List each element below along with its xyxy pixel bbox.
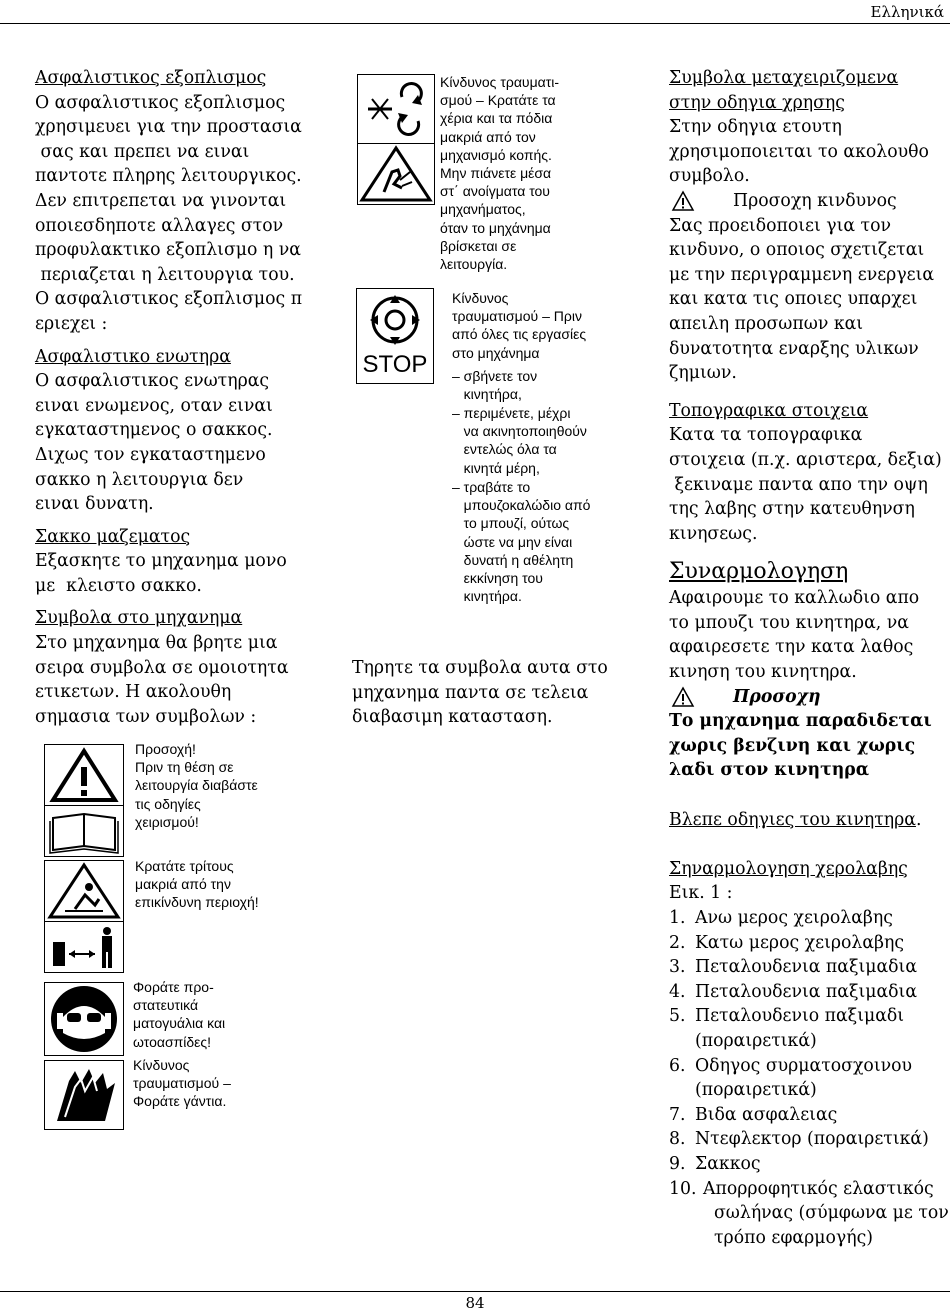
parts-item-number: 3. xyxy=(669,957,686,978)
parts-item-text: Πεταλουδενιο παξιμαδι (πoραιρετικά) xyxy=(695,1006,905,1051)
assembly-heading: Συναρμολογηση xyxy=(669,559,849,585)
parts-item-number: 5. xyxy=(669,1006,686,1027)
safety-switch-heading: Ασφαλιστικο ενωτηρα xyxy=(35,346,231,367)
thrown-objects-icon xyxy=(45,861,123,921)
parts-item-number: 7. xyxy=(669,1104,686,1125)
caution-text: Το μηχανημα παραδιδεται χωρις βενζινη και χωρις λαδι στον κινητηρα xyxy=(669,711,932,781)
symbol-stop-item-2: – περιμένετε, μέχρι να ακινητοποιηθούν εντελώς όλα τα κινητά μέρη, xyxy=(452,405,587,476)
machine-symbols-text: Στο μηχανημα θα βρητε μια σειρα συμβολα σε ομοιοτητα ετικετων. Η ακολουθη σημασια των συμβολων : xyxy=(35,633,289,727)
caution-triangle-icon xyxy=(671,686,695,708)
orientation-text: Κατα τα τοπογραφικα στοιχεια (π.χ. αριστερα, δεξια) ξεκιναμε παντα απο την οψη της λαβης στην κατευθηνση κινησεως. xyxy=(669,425,942,544)
danger-notice xyxy=(669,189,947,214)
parts-item-number: 1. xyxy=(669,908,686,928)
parts-item-text: Ντεφλεκτορ (πoραιρετικά) xyxy=(695,1129,929,1150)
danger-text: Σας προειδοποιει για τον κινδυνο, ο οποιος σχετιζεται με την περιγραμμενη ενεργεια και κατα τις οποιες υπαρχει απειλη προσωπων και δυνατοτητα εναρξης υλικων ζημιων. xyxy=(669,215,935,384)
parts-list-item xyxy=(669,1177,947,1251)
grass-bag-heading: Σακκο μαζεματος xyxy=(35,526,191,547)
parts-list-item xyxy=(669,1004,947,1053)
cutting-blade-symbol xyxy=(357,74,435,144)
parts-list xyxy=(669,906,947,1250)
stop-engine-symbol xyxy=(356,288,434,384)
parts-list-item xyxy=(669,906,947,931)
page-number: 84 xyxy=(465,1294,485,1312)
symbol-read-manual-text: Προσοχή! Πριν τη θέση σε λειτουργία διαβάστε τις οδηγίες χειρισμού! xyxy=(135,741,258,830)
engine-instructions-link[interactable]: Βλεπε οδηγιες του κινητηρα xyxy=(669,809,916,830)
stop-label: STOP xyxy=(362,351,428,378)
warning-triangle-symbol xyxy=(44,744,124,806)
engine-instructions-dot: . xyxy=(915,809,922,830)
gloves-icon xyxy=(45,1061,123,1129)
warning-triangle-icon xyxy=(45,745,123,805)
parts-item-text: Σακκος xyxy=(695,1153,761,1174)
grass-bag-text: Εξασκητε το μηχανημα μονο με κλειστο σακκο. xyxy=(35,551,287,596)
parts-item-text: Απορροφητικός ελαστικός σωλήνας (σύμφωνα με τον τρόπο εφαρμογής) xyxy=(703,1178,949,1248)
parts-list-item xyxy=(669,1127,947,1152)
parts-item-text: Πεταλουδενια παξιμαδια xyxy=(695,981,917,1002)
manual-symbols-text: Στην οδηγια ετουτη χρησιμοποιειται το ακολουθο συμβολο. xyxy=(669,117,929,187)
parts-item-number: 4. xyxy=(669,981,686,1002)
caution-label: Προσοχη xyxy=(733,686,821,707)
page-header xyxy=(0,0,950,24)
left-column xyxy=(35,66,335,729)
parts-list-item xyxy=(669,955,947,980)
goggles-earmuffs-icon xyxy=(45,983,123,1055)
symbol-blade-danger-text: Κίνδυνος τραυματι- σμού – Κρατάτε τα χέρια και τα πόδια μακριά από τον μηχανισμό κοπής. Μην πιάνετε μέσα στ΄ ανοίγματα του μηχανήματος, όταν το μηχάνημα βρίσκεται σε λειτουργία. xyxy=(440,74,560,273)
safety-equipment-text: Ο ασφαλιστικος εξοπλισμος χρησιμευει για την προστασια σας και πρεπει να ειναι παντοτε πληρης λειτουργικος. Δεν επιτρεπεται να γινονται οποιεσδηποτε αλλαγες στον προφυλακτικο εξοπλισμο η να περιαζεται η λειτουργια του. Ο ασφαλιστικος εξοπλισμος π εριεχει : xyxy=(35,92,303,334)
manual-book-symbol xyxy=(44,805,124,857)
symbol-stop-intro-text: Κίνδυνος τραυματισμού – Πριν από όλες τις εργασίες στο μηχάνημα xyxy=(452,290,587,361)
keep-away-symbol xyxy=(44,860,124,922)
stop-blade-icon xyxy=(357,289,433,351)
safety-switch-text: Ο ασφαλιστικος ενωτηρας ειναι ενωμενος, οταν ειναι εγκαταστημενος ο σακκος. Διχως τον εγκαταστημενο σακκο η λειτουργια δεν ειναι δυνατη. xyxy=(35,371,273,515)
assembly-text: Αφαιρουμε το καλλωδιο απο το μπουζι του κινητηρα, να αφαιρεσετε την κατα λαθος κινηση του κινητηρα. xyxy=(669,588,920,683)
parts-item-number: 9. xyxy=(669,1153,686,1174)
distance-symbol xyxy=(44,921,124,973)
open-book-icon xyxy=(45,806,123,856)
handle-assembly-heading: Σηναρμολογηση χερολαβης xyxy=(669,858,908,879)
blade-rotation-icon xyxy=(358,75,434,143)
orientation-heading: Τοπογραφικα στοιχεια xyxy=(669,400,869,421)
parts-item-text: Ανω μερος χειρολαβης xyxy=(695,908,893,928)
symbol-keep-away-text: Κρατάτε τρίτους μακριά από την επικίνδυνη περιοχή! xyxy=(135,858,259,911)
right-column xyxy=(669,66,947,1250)
parts-item-number: 2. xyxy=(669,932,686,953)
symbol-gloves-text: Κίνδυνος τραυματισμού – Φοράτε γάντια. xyxy=(133,1057,231,1110)
symbol-protection-text: Φοράτε προ- στατευτικά ματογυάλια και ωτοασπίδες! xyxy=(133,979,226,1050)
gloves-symbol xyxy=(44,1060,124,1130)
danger-label: Προσοχη κινδυνος xyxy=(733,190,897,211)
figure-reference: Εικ. 1 : xyxy=(669,883,733,904)
parts-item-text: Κατω μερος χειρολαβης xyxy=(695,932,905,953)
parts-list-item xyxy=(669,1152,947,1177)
hand-blade-icon xyxy=(358,144,434,204)
hand-foot-danger-symbol xyxy=(357,143,435,205)
parts-list-item xyxy=(669,980,947,1005)
language-label: Ελληνικά xyxy=(870,3,944,21)
parts-item-number: 10. xyxy=(669,1178,697,1199)
protection-symbol xyxy=(44,982,124,1056)
manual-symbols-heading: Συμβολα μεταχειριζομενα στην οδηγια χρησης xyxy=(669,68,899,113)
symbol-stop-item-3: – τραβάτε το μπουζοκαλώδιο από το μπουζί, ούτως ώστε να μην είναι δυνατή η αθέλητη εκκίνηση του κινητήρα. xyxy=(452,479,591,605)
machine-symbols-heading: Συμβολα στο μηχανημα xyxy=(35,608,243,629)
engine-instructions-ref xyxy=(669,808,947,833)
symbol-stop-item-1: – σβήνετε τον κινητήρα, xyxy=(452,368,538,403)
parts-item-number: 6. xyxy=(669,1055,686,1076)
keep-symbols-legible-text: Τηρητε τα συμβολα αυτα στο μηχανημα παντα σε τελεια διαβασιμη κατασταση. xyxy=(352,658,608,728)
parts-item-text: Πεταλουδενια παξιμαδια xyxy=(695,957,917,978)
parts-list-item xyxy=(669,1103,947,1128)
parts-item-text: Οδηγος συρματοσχοινου (πoραιρετικά) xyxy=(695,1055,913,1101)
safety-equipment-heading: Ασφαλιστικος εξοπλισμος xyxy=(35,68,267,88)
parts-list-item xyxy=(669,1054,947,1103)
caution-notice xyxy=(669,685,947,710)
page-footer xyxy=(0,1291,950,1312)
caution-triangle-icon xyxy=(671,190,695,212)
parts-item-text: Βιδα ασφαλειας xyxy=(695,1104,838,1125)
parts-item-number: 8. xyxy=(669,1129,686,1150)
person-distance-icon xyxy=(45,922,123,972)
parts-list-item xyxy=(669,931,947,956)
